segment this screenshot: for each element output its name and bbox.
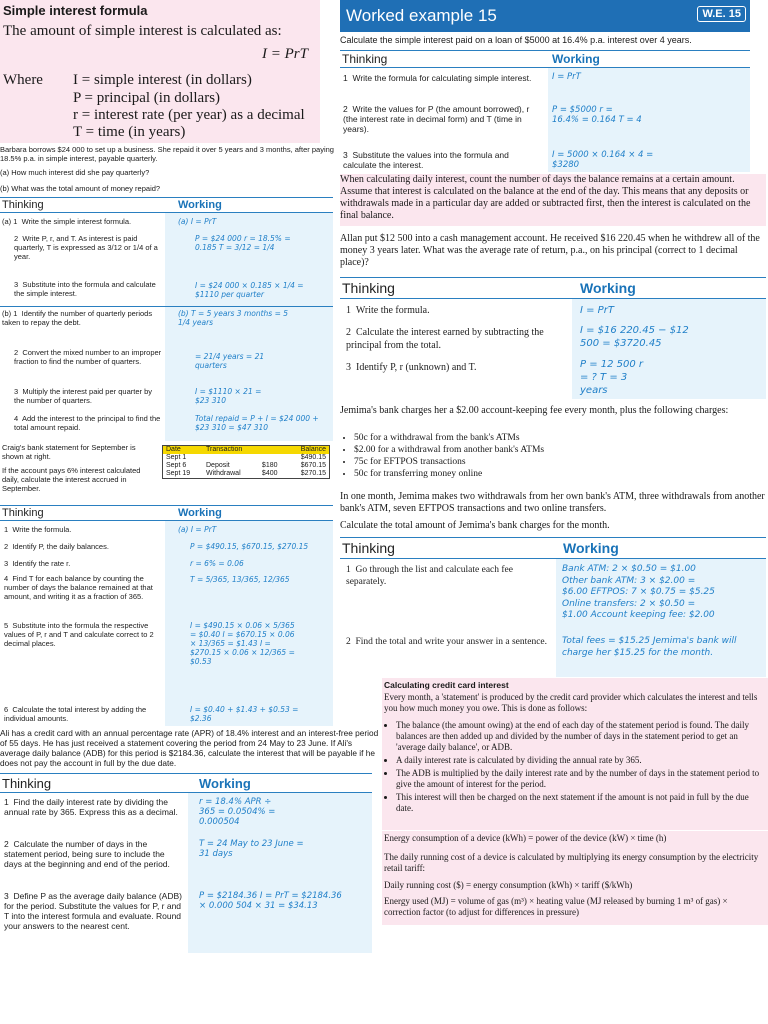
formula-def-i: I = simple interest (in dollars) [73, 72, 252, 88]
step-text: Write P, r, and T. As interest is paid quarterly, T is expressed as 3/12 or 1/4 of a year. [14, 234, 158, 261]
list-item: • 75c for EFTPOS transactions [354, 456, 768, 468]
barbara-work-b3: I = $1110 × 21 = $23 310 [195, 387, 262, 405]
energy-line-2: The daily running cost of a device is calculated by multiplying its energy consumption by the electricity retail tariff: [384, 852, 759, 873]
craig-step-2 [4, 542, 162, 551]
table-cell [259, 454, 288, 462]
ali-work-3: P = $2184.36 I = PrT = $2184.36 × 0.000 504 × 31 = $34.13 [199, 891, 342, 911]
we15-step-2 [343, 104, 543, 134]
allan-step-3 [346, 362, 566, 374]
divider [0, 197, 333, 198]
allan-work-1: I = PrT [580, 305, 614, 316]
step-number: 2 [4, 542, 9, 551]
step-number: 3 [346, 362, 351, 373]
formula-box [0, 0, 320, 143]
step-text: Substitute the values into the formula and calculate the interest. [343, 150, 509, 170]
step-text: Go through the list and calculate each fee separately. [346, 565, 513, 587]
step-text: Multiply the interest paid per quarter by the number of quarters. [14, 387, 152, 405]
step-text: Calculate the interest earned by subtracting the principal from the total. [346, 327, 544, 351]
energy-line-1: Energy consumption of a device (kWh) = power of the device (kW) × time (h) [384, 833, 667, 843]
jemima-charges-list [340, 432, 768, 480]
craig-work-6: I = $0.40 + $1.43 + $0.53 = $2.36 [190, 705, 299, 723]
we15-problem: Calculate the simple interest paid on a loan of $5000 at 16.4% p.a. interest over 4 years. [340, 35, 692, 45]
step-text: Write the formula. [12, 525, 72, 534]
ali-working-header: Working [199, 776, 251, 791]
jemima-step-1 [346, 564, 551, 588]
step-text: Write the formula for calculating simple interest. [352, 73, 532, 83]
table-cell: $670.15 [300, 462, 326, 469]
barbara-step-b1 [2, 309, 162, 327]
we15-step-1 [343, 73, 543, 83]
jemima-intro: Jemima's bank charges her a $2.00 account-keeping fee every month, plus the following charges: [340, 405, 729, 416]
table-cell: $490.15 [300, 454, 326, 461]
formula-intro: The amount of simple interest is calculated as: [3, 23, 282, 39]
barbara-step-a3 [14, 280, 162, 298]
step-text: Identify the rate r. [12, 559, 71, 568]
step-number: 5 [4, 621, 9, 630]
step-number: 3 [343, 150, 348, 160]
step-number: 2 [14, 234, 19, 243]
barbara-question-a: (a) How much interest did she pay quarterly? [0, 168, 150, 177]
list-item: • The ADB is multiplied by the daily interest rate and by the number of days in the statement period to give the amount of interest for the period. [396, 768, 768, 790]
allan-work-2: I = $16 220.45 − $12 500 = $3720.45 [580, 325, 689, 349]
table-cell: Sept 19 [166, 470, 191, 477]
step-number: 2 [14, 348, 19, 357]
table-row [163, 462, 330, 470]
ali-step-1 [4, 797, 184, 817]
table-cell: Withdrawal [206, 470, 241, 477]
barbara-step-b4 [14, 414, 162, 432]
list-item: • 50c for transferring money online [354, 468, 768, 480]
list-item: • $2.00 for a withdrawal from another bank's ATMs [354, 444, 768, 456]
worked-example-title: Worked example 15 [346, 6, 497, 25]
list-item: • The balance (the amount owing) at the end of each day of the statement period is found. The daily balances are then added up and divided by the number of days in the statement period to get an 'average daily balance', or ADB. [396, 720, 768, 753]
step-text: Substitute into the formula the respective values of P, r and T and calculate correct to 2 decimal places. [4, 621, 154, 648]
table-row [163, 470, 330, 479]
divider [340, 277, 766, 278]
formula-main: I = PrT [262, 46, 308, 62]
we15-step-3 [343, 150, 543, 170]
barbara-work-b4: Total repaid = P + I = $24 000 + $23 310 = $47 310 [195, 414, 319, 432]
table-cell: Deposit [206, 462, 230, 469]
jemima-thinking-header: Thinking [342, 540, 395, 556]
barbara-step-b2 [14, 348, 162, 366]
step-number: 1 [4, 525, 9, 534]
table-cell [203, 454, 259, 462]
step-number: 1 [4, 797, 9, 807]
step-number: 1 [343, 73, 348, 83]
step-text: Calculate the total interest by adding the individual amounts. [4, 705, 147, 723]
craig-step-3 [4, 559, 162, 568]
barbara-step-a1 [2, 217, 162, 226]
barbara-step-a2 [14, 234, 162, 261]
step-text: Identify P, the daily balances. [12, 542, 109, 551]
statement-header: Balance [300, 446, 326, 453]
divider [340, 50, 750, 51]
statement-header-row [163, 446, 330, 455]
step-text: Identify P, r (unknown) and T. [356, 362, 477, 373]
allan-working-header: Working [580, 280, 636, 296]
step-text: Find the total and write your answer in a sentence. [355, 637, 548, 647]
step-number: 1 [346, 565, 351, 575]
step-text: Find T for each balance by counting the number of days the balance remained at that amount, and writing it as a fraction of 365. [4, 574, 153, 601]
barbara-work-b1: (b) T = 5 years 3 months = 5 1/4 years [178, 309, 289, 327]
credit-card-intro: Every month, a 'statement' is produced by the credit card provider which calculates the interest and tells you how much money you owe. This is done as follows: [384, 692, 758, 713]
step-number: 3 [14, 280, 19, 289]
allan-step-2 [346, 326, 566, 352]
divider [0, 505, 333, 506]
step-number: 6 [4, 705, 9, 714]
divider [0, 773, 372, 774]
step-number: 3 [4, 559, 9, 568]
step-text: Identify the number of quarterly periods taken to repay the debt. [2, 309, 153, 327]
craig-step-1 [4, 525, 162, 534]
barbara-thinking-header: Thinking [2, 199, 44, 211]
table-cell: $270.15 [300, 470, 326, 477]
craig-work-1: (a) I = PrT [178, 525, 217, 534]
jemima-question: Calculate the total amount of Jemima's bank charges for the month. [340, 520, 610, 531]
we15-work-1: I = PrT [552, 72, 581, 82]
craig-step-6 [4, 705, 162, 723]
craig-problem-1: Craig's bank statement for September is shown at right. [2, 443, 136, 461]
step-text: Write the formula. [355, 305, 430, 316]
formula-def-t: T = time (in years) [73, 124, 186, 140]
step-text: Write the values for P (the amount borrowed), r (the interest rate in decimal form) and T (time in years). [343, 104, 530, 134]
ali-thinking-header: Thinking [2, 776, 52, 791]
table-cell: Sept 1 [166, 454, 187, 461]
energy-line-4: Energy used (MJ) = volume of gas (m³) × heating value (MJ released by burning 1 m³ of gas) × correction factor (to adjust for differences in pressure) [384, 896, 728, 917]
barbara-work-a2: P = $24 000 r = 18.5% = 0.185 T = 3/12 = 1/4 [195, 234, 291, 252]
jemima-working-header: Working [563, 540, 619, 556]
step-text: Write the simple interest formula. [21, 217, 132, 226]
step-number: 2 [343, 104, 348, 114]
credit-card-title: Calculating credit card interest [384, 680, 509, 690]
table-cell: $180 [261, 462, 278, 469]
divider [340, 537, 766, 538]
formula-where: Where [3, 72, 43, 88]
step-number: 2 [4, 839, 9, 849]
craig-work-4: T = 5/365, 13/365, 12/365 [190, 575, 290, 584]
step-number: 3 [14, 387, 19, 396]
ali-step-2 [4, 839, 184, 869]
jemima-work-2: Total fees = $15.25 Jemima's bank will charge her $15.25 for the month. [562, 636, 737, 658]
step-number: 2 [346, 637, 351, 647]
credit-card-steps [384, 720, 768, 814]
jemima-work-1: Bank ATM: 2 × $0.50 = $1.00 Other bank ATM: 3 × $2.00 = $6.00 EFTPOS: 7 × $0.75 = $5.25 Online transfers: 2 × $0.50 = $1.00 Account keeping fee: $2.00 [562, 564, 715, 620]
step-text: Add the interest to the principal to find the total amount repaid. [14, 414, 161, 432]
craig-work-2: P = $490.15, $670.15, $270.15 [190, 542, 309, 551]
we15-working-header: Working [552, 52, 600, 66]
allan-step-1 [346, 305, 566, 317]
list-item: • 50c for a withdrawal from the bank's ATMs [354, 432, 768, 444]
ali-step-3 [4, 891, 184, 931]
table-cell: Sept 6 [166, 462, 187, 469]
craig-working-header: Working [178, 507, 222, 519]
barbara-step-b3 [14, 387, 162, 405]
step-text: Calculate the number of days in the statement period, being sure to include the days at the beginning and end of the period. [4, 839, 170, 869]
barbara-question-b: (b) What was the total amount of money repaid? [0, 184, 161, 193]
we15-thinking-header: Thinking [342, 52, 388, 66]
jemima-step-2 [346, 636, 551, 648]
jemima-problem: In one month, Jemima makes two withdrawals from her own bank's ATM, three withdrawals from another bank's ATM, seven EFTPOS transactions and two online transfers. [340, 491, 765, 514]
step-number: 2 [346, 327, 351, 338]
craig-thinking-header: Thinking [2, 507, 44, 519]
we15-work-3: I = 5000 × 0.164 × 4 = $3280 [552, 150, 654, 170]
table-row [163, 454, 330, 462]
ali-problem: Ali has a credit card with an annual percentage rate (APR) of 18.4% interest and an interest-free period of 55 days. He has just received a statement covering the period from 24 May to 23 June. If Ali's average daily balance (ADB) for this period is $2184.36, calculate the interest that will be payable if he does not pay the account in full by the due date. [0, 728, 379, 768]
step-number: 3 [4, 891, 9, 901]
step-number: 1 [346, 305, 351, 316]
ali-work-1: r = 18.4% APR ÷ 365 = 0.0504% = 0.000504 [199, 797, 276, 827]
ali-work-2: T = 24 May to 23 June = 31 days [199, 839, 304, 859]
step-text: Define P as the average daily balance (ADB) for the period. Substitute the values for P, r and T into the interest formula and evaluate. Round your answers to the nearest cent. [4, 891, 182, 931]
step-number: 4 [4, 574, 9, 583]
step-number: (b) 1 [2, 309, 18, 318]
we15-work-2: P = $5000 r = 16.4% = 0.164 T = 4 [552, 105, 642, 125]
statement-header: Date [166, 446, 181, 453]
barbara-work-a1: (a) I = PrT [178, 217, 217, 226]
step-text: Convert the mixed number to an improper fraction to find the number of quarters. [14, 348, 162, 366]
step-text: Find the daily interest rate by dividing the annual rate by 365. Express this as a decimal. [4, 797, 178, 817]
formula-title: Simple interest formula [3, 3, 148, 18]
allan-problem: Allan put $12 500 into a cash management account. He received $16 220.45 when he withdrew all of the money 3 years later. What was the average rate of return, p.a., on his principal (correct to 1 decimal place)? [340, 233, 760, 268]
formula-def-p: P = principal (in dollars) [73, 90, 221, 106]
statement-header [259, 446, 288, 455]
craig-step-4 [4, 574, 162, 601]
craig-work-5: I = $490.15 × 0.06 × 5/365 = $0.40 I = $670.15 × 0.06 × 13/365 = $1.43 I = $270.15 × 0.06 × 12/365 = $0.53 [190, 621, 295, 666]
daily-interest-note: When calculating daily interest, count the number of days the balance remains at a certain amount. Assume that interest is calculated on the balance at the end of the day. This means that any deposits or withdrawals made in a particular day are added or subtracted first, then the interest is calculated on the final balance. [340, 174, 766, 226]
energy-line-3: Daily running cost ($) = energy consumption (kWh) × tariff ($/kWh) [384, 880, 633, 890]
allan-work-3: P = 12 500 r = ? T = 3 years [580, 359, 644, 396]
worked-example-header [340, 0, 750, 32]
list-item: • A daily interest rate is calculated by dividing the annual rate by 365. [396, 755, 768, 766]
barbara-work-a3: I = $24 000 × 0.185 × 1/4 = $1110 per quarter [195, 281, 304, 299]
barbara-working-header: Working [178, 199, 222, 211]
craig-bank-statement [162, 445, 330, 479]
formula-def-r: r = interest rate (per year) as a decimal [73, 107, 305, 123]
craig-problem-2: If the account pays 6% interest calculated daily, calculate the interest accrued in September. [2, 466, 141, 493]
allan-thinking-header: Thinking [342, 280, 395, 296]
barbara-problem: Barbara borrows $24 000 to set up a business. She repaid it over 5 years and 3 months, after paying 18.5% p.a. in simple interest, payable quarterly. [0, 145, 334, 163]
barbara-work-b2: = 21/4 years = 21 quarters [195, 352, 265, 370]
list-item: • This interest will then be charged on the next statement if the amount is not paid in full by the due date. [396, 792, 768, 814]
step-text: Substitute into the formula and calculate the simple interest. [14, 280, 156, 298]
step-number: (a) 1 [2, 217, 18, 226]
statement-header: Transaction [206, 446, 243, 453]
table-cell: $400 [261, 470, 278, 477]
step-number: 4 [14, 414, 19, 423]
divider [0, 306, 333, 307]
craig-step-5 [4, 621, 162, 648]
craig-work-3: r = 6% = 0.06 [190, 559, 244, 568]
worked-example-badge: W.E. 15 [697, 6, 746, 22]
